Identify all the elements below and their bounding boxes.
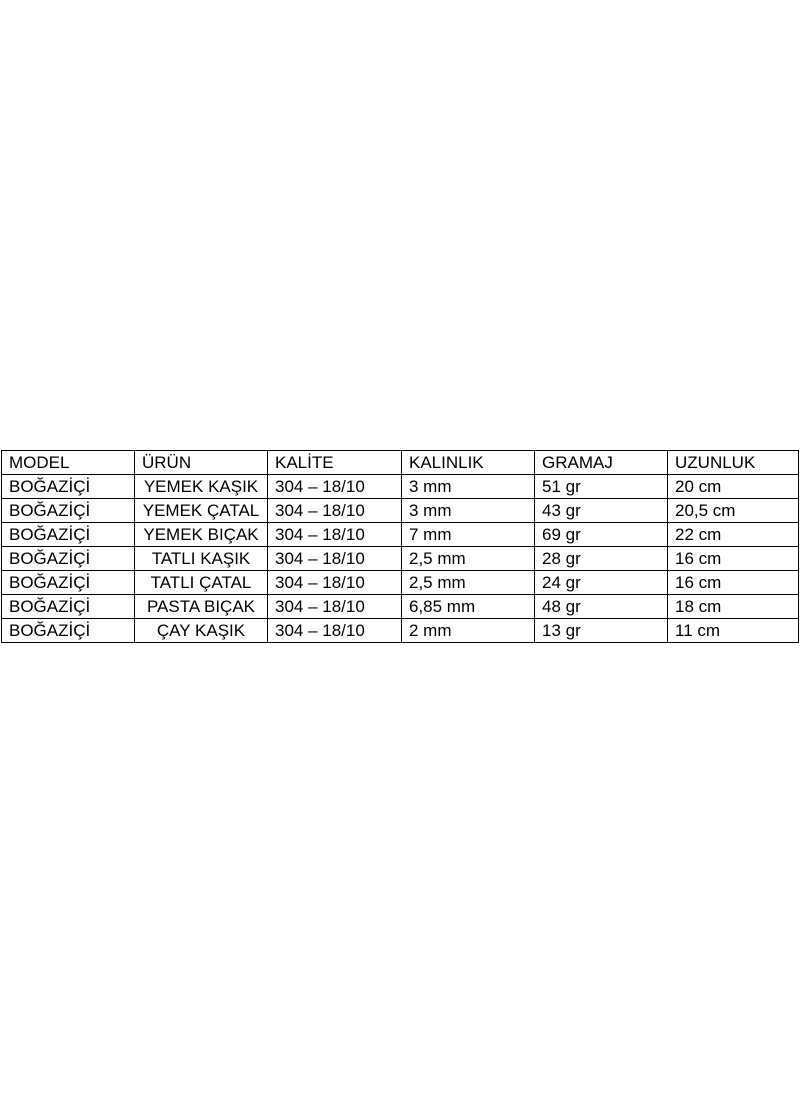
cell-model: BOĞAZİÇİ <box>2 547 135 571</box>
cell-thickness: 2,5 mm <box>402 547 535 571</box>
cell-model: BOĞAZİÇİ <box>2 523 135 547</box>
cell-thickness: 6,85 mm <box>402 595 535 619</box>
cell-weight: 69 gr <box>535 523 668 547</box>
table-row <box>2 619 799 643</box>
spec-table <box>1 450 799 643</box>
table-row <box>2 547 799 571</box>
cell-product: YEMEK KAŞIK <box>135 475 268 499</box>
cell-weight: 13 gr <box>535 619 668 643</box>
cell-weight: 24 gr <box>535 571 668 595</box>
cell-thickness: 3 mm <box>402 499 535 523</box>
cell-length: 22 cm <box>668 523 799 547</box>
cell-length: 20,5 cm <box>668 499 799 523</box>
table-row <box>2 595 799 619</box>
cell-weight: 51 gr <box>535 475 668 499</box>
cell-weight: 48 gr <box>535 595 668 619</box>
cell-quality: 304 – 18/10 <box>268 595 402 619</box>
cell-product: TATLI KAŞIK <box>135 547 268 571</box>
header-weight: GRAMAJ <box>535 451 668 475</box>
cell-quality: 304 – 18/10 <box>268 547 402 571</box>
header-product: ÜRÜN <box>135 451 268 475</box>
cell-thickness: 2,5 mm <box>402 571 535 595</box>
cell-model: BOĞAZİÇİ <box>2 499 135 523</box>
header-model: MODEL <box>2 451 135 475</box>
cell-quality: 304 – 18/10 <box>268 619 402 643</box>
cell-length: 16 cm <box>668 547 799 571</box>
cell-model: BOĞAZİÇİ <box>2 475 135 499</box>
header-thickness: KALINLIK <box>402 451 535 475</box>
cell-quality: 304 – 18/10 <box>268 571 402 595</box>
cell-quality: 304 – 18/10 <box>268 499 402 523</box>
cell-model: BOĞAZİÇİ <box>2 595 135 619</box>
table-row <box>2 571 799 595</box>
cell-quality: 304 – 18/10 <box>268 475 402 499</box>
cell-quality: 304 – 18/10 <box>268 523 402 547</box>
cell-model: BOĞAZİÇİ <box>2 619 135 643</box>
cell-model: BOĞAZİÇİ <box>2 571 135 595</box>
cell-weight: 43 gr <box>535 499 668 523</box>
header-quality: KALİTE <box>268 451 402 475</box>
table-header-row <box>2 451 799 475</box>
cell-length: 16 cm <box>668 571 799 595</box>
table-row <box>2 523 799 547</box>
cell-product: ÇAY KAŞIK <box>135 619 268 643</box>
cell-thickness: 2 mm <box>402 619 535 643</box>
cell-weight: 28 gr <box>535 547 668 571</box>
table-row <box>2 499 799 523</box>
cell-product: YEMEK ÇATAL <box>135 499 268 523</box>
header-length: UZUNLUK <box>668 451 799 475</box>
cell-thickness: 7 mm <box>402 523 535 547</box>
cell-length: 20 cm <box>668 475 799 499</box>
cell-product: YEMEK BIÇAK <box>135 523 268 547</box>
cell-thickness: 3 mm <box>402 475 535 499</box>
cell-length: 11 cm <box>668 619 799 643</box>
cell-product: PASTA BIÇAK <box>135 595 268 619</box>
cell-length: 18 cm <box>668 595 799 619</box>
cell-product: TATLI ÇATAL <box>135 571 268 595</box>
table-row <box>2 475 799 499</box>
